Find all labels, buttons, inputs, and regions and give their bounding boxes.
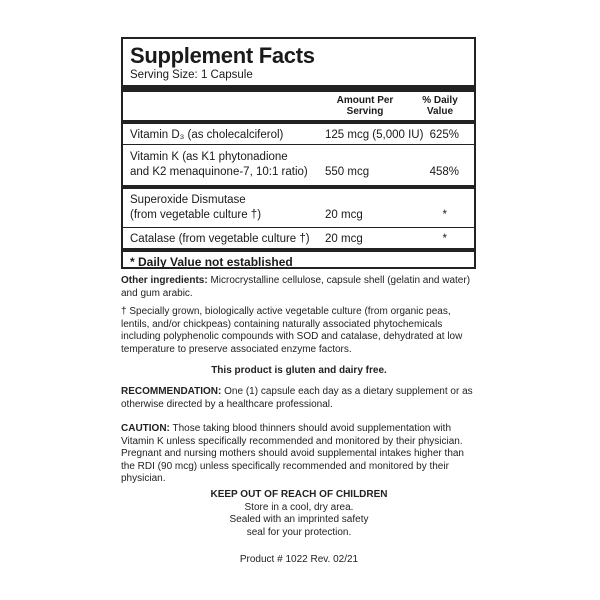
gluten-note: This product is gluten and dairy free. bbox=[211, 365, 387, 376]
keep-away-heading: KEEP OUT OF REACH OF CHILDREN bbox=[210, 489, 388, 500]
facts-title: Supplement Facts bbox=[130, 43, 315, 68]
supplement-facts-panel bbox=[121, 37, 476, 269]
nutrient-row-catalase: Catalase (from vegetable culture †) 20 mcg * bbox=[130, 233, 447, 245]
other-ingredients-label: Other ingredients: bbox=[121, 275, 208, 286]
other-ingredients-text: Microcrystalline cellulose, capsule shell (gelatin and water) and gum arabic. bbox=[121, 275, 471, 299]
serving-size: Serving Size: 1 Capsule bbox=[130, 69, 253, 81]
caution bbox=[121, 423, 477, 486]
daily-value-footnote: * Daily Value not established bbox=[130, 255, 293, 269]
column-header bbox=[130, 92, 467, 120]
storage-line: seal for your protection. bbox=[246, 526, 352, 538]
amount-header: Amount Per Serving bbox=[336, 95, 394, 117]
recommendation-text: One (1) capsule each day as a dietary supplement or as otherwise directed by a healthcare professional. bbox=[121, 386, 473, 410]
nutrient-row-vitamin-d3: Vitamin D₃ (as cholecalciferol) 125 mcg (5,000 IU) 625% bbox=[130, 129, 459, 141]
recommendation bbox=[121, 386, 477, 411]
storage-line: Sealed with an imprinted safety bbox=[229, 514, 369, 525]
caution-text: Those taking blood thinners should avoid supplementation with Vitamin K unless specifically recommended and monitored by their physician. Pregnant and nursing mothers should avoid supplemental intakes higher than the RDI (90 mcg) unless specifically recommended and monitored by their physician. bbox=[121, 423, 464, 484]
dagger-note: † Specially grown, biologically active vegetable culture (from organic peas, lentils, and/or chickpeas) containing naturally associated phytochemicals including polyphenolic compounds with SOD and catalase, dehydrated at low temperature to preserve associated enzyme factors. bbox=[121, 306, 463, 355]
product-code: Product # 1022 Rev. 02/21 bbox=[239, 554, 359, 565]
storage-block bbox=[121, 489, 477, 539]
daily-value-header: % Daily Value bbox=[422, 95, 458, 117]
divider-thick bbox=[123, 85, 474, 92]
caution-label: CAUTION: bbox=[121, 423, 170, 434]
recommendation-label: RECOMMENDATION: bbox=[121, 386, 222, 397]
storage-line: Store in a cool, dry area. bbox=[244, 501, 354, 513]
nutrient-row-superoxide-dismutase: Superoxide Dismutase (from vegetable culture †) 20 mcg * bbox=[130, 194, 447, 221]
nutrient-row-vitamin-k: Vitamin K (as K1 phytonadione and K2 menaquinone-7, 10:1 ratio) 550 mcg 458% bbox=[130, 151, 459, 178]
other-ingredients bbox=[121, 275, 477, 300]
